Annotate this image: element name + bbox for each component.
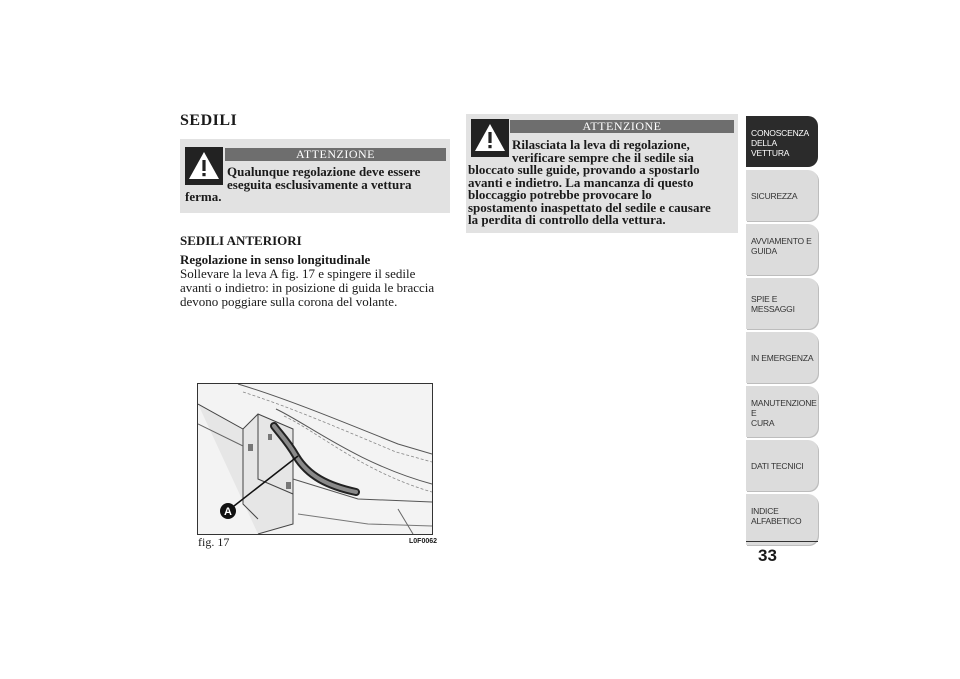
- paragraph-line: Sollevare la leva A fig. 17 e spingere il sedile: [180, 266, 416, 281]
- warning-line: Qualunque regolazione deve essere: [227, 164, 421, 179]
- tab-label: CURA: [751, 418, 775, 428]
- warning-line: bloccaggio potrebbe provocare lo: [468, 187, 652, 202]
- tab-label: IN EMERGENZA: [751, 352, 814, 363]
- subheading-longitudinal-adjustment: Regolazione in senso longitudinale: [180, 252, 371, 267]
- tab-avviamento-e-guida[interactable]: [746, 224, 818, 275]
- tab-label: GUIDA: [751, 246, 777, 256]
- warning-line: spostamento inaspettato del sedile e causare: [468, 199, 711, 215]
- instruction-paragraph: [180, 267, 450, 309]
- subheading-front-seats: SEDILI ANTERIORI: [180, 233, 302, 248]
- figure-caption: fig. 17: [198, 535, 230, 549]
- tab-label: DELLA VETTURA: [751, 138, 790, 158]
- tab-label: CONOSCENZA: [751, 128, 809, 138]
- warning-header: ATTENZIONE: [225, 148, 446, 161]
- tab-indice-alfabetico[interactable]: [746, 494, 818, 545]
- page-number: 33: [758, 546, 777, 565]
- warning-box-left: [180, 139, 450, 213]
- warning-text: [468, 139, 736, 227]
- warning-line: la perdita di controllo della vettura.: [468, 212, 666, 227]
- tab-label: AVVIAMENTO E: [751, 236, 812, 246]
- warning-line: ferma.: [185, 189, 222, 204]
- warning-line: verificare sempre che il sedile sia: [512, 149, 694, 165]
- figure-code: L0F0062: [409, 538, 438, 545]
- tab-in-emergenza[interactable]: [746, 332, 818, 383]
- warning-box-right: [466, 114, 738, 233]
- warning-header: ATTENZIONE: [510, 120, 734, 133]
- lever-callout-label: A: [224, 506, 232, 518]
- paragraph-line: devono poggiare sulla corona del volante.: [180, 294, 398, 309]
- warning-line: avanti e indietro. La mancanza di questo: [468, 174, 694, 190]
- warning-text: [185, 166, 447, 204]
- tab-conoscenza-della-vettura[interactable]: [746, 116, 818, 167]
- tab-label: DATI TECNICI: [751, 460, 804, 471]
- section-title: SEDILI: [180, 112, 238, 129]
- tab-label: MANUTENZIONE E: [751, 398, 817, 418]
- warning-line: Rilasciata la leva di regolazione,: [512, 137, 690, 152]
- tab-manutenzione-e-cura[interactable]: [746, 386, 818, 437]
- tab-dati-tecnici[interactable]: [746, 440, 818, 491]
- tab-divider: [746, 541, 818, 542]
- warning-line: bloccato sulle guide, provando a spostarlo: [468, 162, 700, 177]
- tab-label: SPIE E MESSAGGI: [751, 293, 795, 314]
- tab-label: SICUREZZA: [751, 190, 798, 201]
- seat-lever-illustration: [197, 383, 433, 535]
- tab-sicurezza[interactable]: [746, 170, 818, 221]
- warning-line: eseguita esclusivamente a vettura: [227, 176, 412, 192]
- tab-spie-e-messaggi[interactable]: [746, 278, 818, 329]
- paragraph-line: avanti o indietro: in posizione di guida le braccia: [180, 280, 435, 295]
- tab-label: ALFABETICO: [751, 516, 802, 526]
- tab-label: INDICE: [751, 506, 779, 516]
